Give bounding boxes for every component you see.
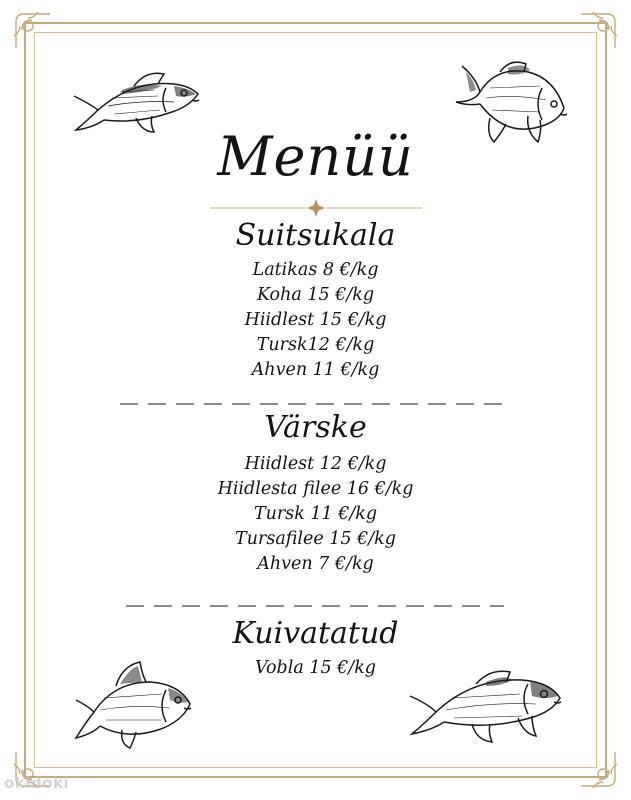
menu-item: Latikas 8 €/kg (252, 260, 379, 280)
menu-item: Tursk 11 €/kg (253, 504, 378, 524)
section-items-varske (0, 452, 631, 577)
menu-item: Koha 15 €/kg (256, 285, 375, 305)
menu-item: Ahven 11 €/kg (251, 360, 380, 380)
section-title-varske: Värske (264, 410, 367, 445)
corner-ornament-icon (577, 8, 621, 52)
section-items-kuivatatud (0, 656, 631, 681)
page-title: Menüü (217, 125, 414, 188)
corner-ornament-icon (577, 748, 621, 792)
menu-item: Vobla 15 €/kg (254, 658, 377, 678)
menu-item: Hiidlesta filee 16 €/kg (217, 479, 414, 499)
section-title-kuivatatud: Kuivatatud (232, 616, 399, 651)
title-divider (210, 198, 422, 218)
menu-item: Tursafilee 15 €/kg (235, 529, 396, 549)
section-title-suitsukala: Suitsukala (235, 218, 396, 253)
menu-item: Hiidlest 12 €/kg (244, 454, 387, 474)
section-items-suitsukala (0, 258, 631, 383)
menu-item: Hiidlest 15 €/kg (244, 310, 387, 330)
dashed-divider (120, 402, 512, 406)
four-point-star-icon (307, 199, 325, 217)
watermark-logo: okidoki (4, 774, 70, 792)
menu-item: Tursk12 €/kg (256, 335, 375, 355)
menu-item: Ahven 7 €/kg (257, 554, 374, 574)
dashed-divider (126, 604, 504, 608)
corner-ornament-icon (10, 8, 54, 52)
